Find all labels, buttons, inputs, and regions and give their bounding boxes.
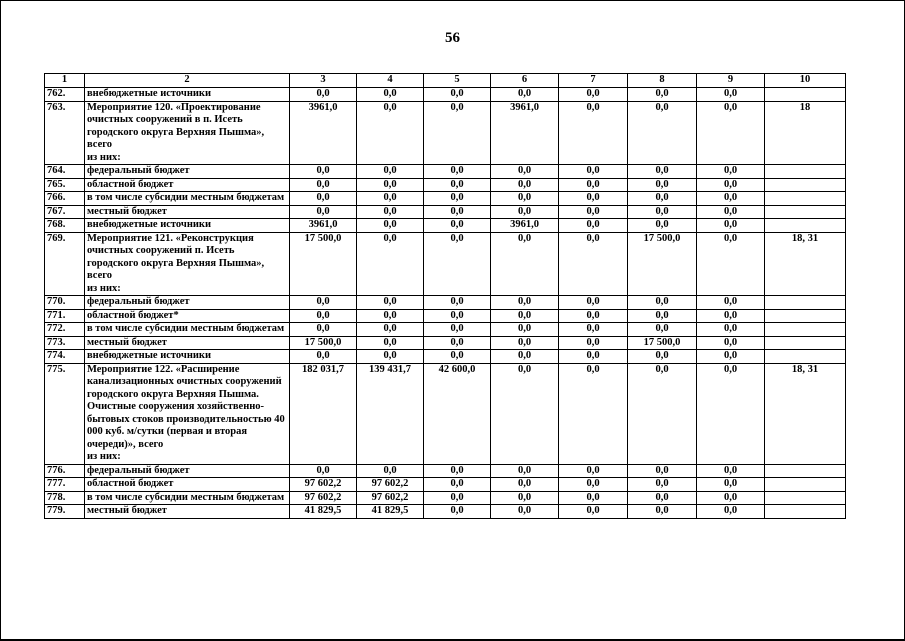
- column-header: 6: [491, 74, 559, 88]
- table-row: [45, 192, 846, 206]
- column-header: 5: [424, 74, 491, 88]
- value-cell: 0,0: [491, 505, 559, 519]
- value-cell: 0,0: [424, 350, 491, 364]
- table-row: [45, 309, 846, 323]
- value-cell: 0,0: [628, 491, 697, 505]
- table-row: [45, 219, 846, 233]
- row-description: местный бюджет: [85, 505, 290, 519]
- value-cell: 0,0: [424, 219, 491, 233]
- value-cell: 0,0: [559, 363, 628, 464]
- value-cell: 0,0: [697, 363, 765, 464]
- value-cell: 0,0: [559, 478, 628, 492]
- column-header: 1: [45, 74, 85, 88]
- table-row: [45, 178, 846, 192]
- column-header: 10: [765, 74, 846, 88]
- table-row: [45, 101, 846, 165]
- value-cell: 0,0: [628, 478, 697, 492]
- value-cell: 0,0: [559, 309, 628, 323]
- target-indicator-cell: [765, 491, 846, 505]
- value-cell: 0,0: [491, 232, 559, 296]
- value-cell: 0,0: [628, 165, 697, 179]
- value-cell: 0,0: [357, 165, 424, 179]
- value-cell: 0,0: [559, 336, 628, 350]
- target-indicator-cell: [765, 309, 846, 323]
- table-row: [45, 491, 846, 505]
- value-cell: 3961,0: [290, 101, 357, 165]
- value-cell: 41 829,5: [357, 505, 424, 519]
- row-number: 766.: [45, 192, 85, 206]
- value-cell: 0,0: [424, 165, 491, 179]
- value-cell: 0,0: [424, 336, 491, 350]
- value-cell: 17 500,0: [628, 336, 697, 350]
- value-cell: 0,0: [628, 464, 697, 478]
- row-description: областной бюджет: [85, 478, 290, 492]
- header-row: [45, 74, 846, 88]
- target-indicator-cell: 18, 31: [765, 232, 846, 296]
- value-cell: 0,0: [697, 219, 765, 233]
- value-cell: 0,0: [424, 101, 491, 165]
- value-cell: 0,0: [697, 165, 765, 179]
- value-cell: 0,0: [491, 491, 559, 505]
- value-cell: 0,0: [628, 505, 697, 519]
- table-row: [45, 478, 846, 492]
- row-number: 776.: [45, 464, 85, 478]
- value-cell: 0,0: [357, 296, 424, 310]
- value-cell: 3961,0: [491, 219, 559, 233]
- target-indicator-cell: [765, 323, 846, 337]
- row-number: 774.: [45, 350, 85, 364]
- table-row: [45, 232, 846, 296]
- value-cell: 0,0: [697, 101, 765, 165]
- value-cell: 0,0: [290, 165, 357, 179]
- value-cell: 0,0: [290, 296, 357, 310]
- row-number: 775.: [45, 363, 85, 464]
- row-number: 777.: [45, 478, 85, 492]
- value-cell: 0,0: [357, 323, 424, 337]
- value-cell: 0,0: [424, 296, 491, 310]
- value-cell: 0,0: [357, 464, 424, 478]
- row-number: 778.: [45, 491, 85, 505]
- value-cell: 0,0: [559, 178, 628, 192]
- value-cell: 0,0: [357, 309, 424, 323]
- target-indicator-cell: 18: [765, 101, 846, 165]
- value-cell: 182 031,7: [290, 363, 357, 464]
- target-indicator-cell: [765, 478, 846, 492]
- value-cell: 0,0: [491, 336, 559, 350]
- value-cell: 0,0: [424, 464, 491, 478]
- table-row: [45, 296, 846, 310]
- value-cell: 0,0: [424, 205, 491, 219]
- value-cell: 0,0: [424, 505, 491, 519]
- table-row: [45, 350, 846, 364]
- value-cell: 0,0: [491, 205, 559, 219]
- value-cell: 0,0: [290, 309, 357, 323]
- row-description: внебюджетные источники: [85, 88, 290, 102]
- value-cell: 0,0: [697, 296, 765, 310]
- column-header: 4: [357, 74, 424, 88]
- value-cell: 17 500,0: [628, 232, 697, 296]
- table-row: [45, 205, 846, 219]
- value-cell: 0,0: [491, 350, 559, 364]
- value-cell: 17 500,0: [290, 336, 357, 350]
- value-cell: 0,0: [491, 363, 559, 464]
- row-number: 773.: [45, 336, 85, 350]
- value-cell: 97 602,2: [290, 491, 357, 505]
- value-cell: 0,0: [290, 464, 357, 478]
- row-number: 767.: [45, 205, 85, 219]
- value-cell: 0,0: [628, 296, 697, 310]
- value-cell: 3961,0: [290, 219, 357, 233]
- row-description: федеральный бюджет: [85, 296, 290, 310]
- value-cell: 0,0: [628, 309, 697, 323]
- value-cell: 0,0: [357, 88, 424, 102]
- row-description: Мероприятие 121. «Реконструкция очистных сооружений п. Исеть городского округа Верхняя Пышма», всего из них:: [85, 232, 290, 296]
- row-description: федеральный бюджет: [85, 464, 290, 478]
- column-header: 8: [628, 74, 697, 88]
- value-cell: 0,0: [491, 464, 559, 478]
- row-number: 772.: [45, 323, 85, 337]
- value-cell: 0,0: [559, 505, 628, 519]
- target-indicator-cell: [765, 192, 846, 206]
- value-cell: 0,0: [491, 165, 559, 179]
- value-cell: 0,0: [357, 336, 424, 350]
- row-number: 768.: [45, 219, 85, 233]
- row-number: 770.: [45, 296, 85, 310]
- value-cell: 0,0: [628, 205, 697, 219]
- row-number: 763.: [45, 101, 85, 165]
- value-cell: 0,0: [424, 309, 491, 323]
- page-number: 56: [445, 30, 460, 46]
- value-cell: 0,0: [357, 232, 424, 296]
- value-cell: 0,0: [628, 323, 697, 337]
- value-cell: 0,0: [290, 178, 357, 192]
- value-cell: 97 602,2: [290, 478, 357, 492]
- value-cell: 0,0: [290, 323, 357, 337]
- value-cell: 0,0: [628, 219, 697, 233]
- row-description: местный бюджет: [85, 205, 290, 219]
- table-body: [45, 88, 846, 519]
- value-cell: 0,0: [559, 192, 628, 206]
- value-cell: 0,0: [491, 88, 559, 102]
- value-cell: 0,0: [290, 192, 357, 206]
- value-cell: 0,0: [424, 192, 491, 206]
- budget-table: [44, 73, 846, 519]
- value-cell: 0,0: [491, 192, 559, 206]
- value-cell: 0,0: [697, 478, 765, 492]
- value-cell: 0,0: [357, 101, 424, 165]
- value-cell: 3961,0: [491, 101, 559, 165]
- value-cell: 0,0: [357, 205, 424, 219]
- value-cell: 0,0: [491, 323, 559, 337]
- column-header: 2: [85, 74, 290, 88]
- value-cell: 17 500,0: [290, 232, 357, 296]
- value-cell: 0,0: [697, 491, 765, 505]
- value-cell: 0,0: [357, 350, 424, 364]
- row-number: 762.: [45, 88, 85, 102]
- value-cell: 0,0: [697, 464, 765, 478]
- value-cell: 139 431,7: [357, 363, 424, 464]
- value-cell: 42 600,0: [424, 363, 491, 464]
- table-row: [45, 505, 846, 519]
- row-description: местный бюджет: [85, 336, 290, 350]
- value-cell: 0,0: [559, 88, 628, 102]
- value-cell: 41 829,5: [290, 505, 357, 519]
- value-cell: 0,0: [424, 478, 491, 492]
- value-cell: 0,0: [357, 219, 424, 233]
- value-cell: 0,0: [357, 178, 424, 192]
- value-cell: 0,0: [559, 296, 628, 310]
- value-cell: 0,0: [559, 165, 628, 179]
- table-row: [45, 88, 846, 102]
- table-row: [45, 363, 846, 464]
- row-description: Мероприятие 122. «Расширение канализационных очистных сооружений городского округа Верхняя Пышма. Очистные сооружения хозяйственно-бытовых стоков производительностью 40 000 куб. м/сутки (первая и вторая очереди)», всего из них:: [85, 363, 290, 464]
- value-cell: 0,0: [559, 464, 628, 478]
- value-cell: 0,0: [697, 309, 765, 323]
- row-number: 765.: [45, 178, 85, 192]
- target-indicator-cell: [765, 205, 846, 219]
- target-indicator-cell: [765, 219, 846, 233]
- value-cell: 0,0: [424, 323, 491, 337]
- column-header: 9: [697, 74, 765, 88]
- value-cell: 0,0: [628, 363, 697, 464]
- value-cell: 0,0: [628, 178, 697, 192]
- row-description: федеральный бюджет: [85, 165, 290, 179]
- value-cell: 0,0: [491, 478, 559, 492]
- target-indicator-cell: [765, 88, 846, 102]
- target-indicator-cell: [765, 165, 846, 179]
- row-number: 764.: [45, 165, 85, 179]
- value-cell: 97 602,2: [357, 478, 424, 492]
- value-cell: 0,0: [290, 350, 357, 364]
- row-number: 771.: [45, 309, 85, 323]
- table-row: [45, 464, 846, 478]
- table-row: [45, 165, 846, 179]
- value-cell: 0,0: [424, 491, 491, 505]
- value-cell: 0,0: [628, 350, 697, 364]
- value-cell: 0,0: [559, 101, 628, 165]
- row-description: в том числе субсидии местным бюджетам: [85, 192, 290, 206]
- value-cell: 0,0: [697, 350, 765, 364]
- target-indicator-cell: [765, 296, 846, 310]
- value-cell: 0,0: [424, 178, 491, 192]
- target-indicator-cell: [765, 336, 846, 350]
- value-cell: 0,0: [697, 192, 765, 206]
- value-cell: 0,0: [559, 219, 628, 233]
- value-cell: 0,0: [697, 178, 765, 192]
- value-cell: 0,0: [424, 232, 491, 296]
- target-indicator-cell: [765, 350, 846, 364]
- target-indicator-cell: [765, 178, 846, 192]
- target-indicator-cell: [765, 505, 846, 519]
- value-cell: 0,0: [628, 192, 697, 206]
- value-cell: 0,0: [697, 88, 765, 102]
- row-description: областной бюджет*: [85, 309, 290, 323]
- value-cell: 0,0: [559, 350, 628, 364]
- column-header: 7: [559, 74, 628, 88]
- row-description: в том числе субсидии местным бюджетам: [85, 323, 290, 337]
- table-row: [45, 336, 846, 350]
- value-cell: 0,0: [697, 505, 765, 519]
- row-description: областной бюджет: [85, 178, 290, 192]
- row-description: внебюджетные источники: [85, 219, 290, 233]
- column-header: 3: [290, 74, 357, 88]
- value-cell: 0,0: [424, 88, 491, 102]
- value-cell: 0,0: [628, 88, 697, 102]
- value-cell: 0,0: [559, 232, 628, 296]
- value-cell: 0,0: [697, 205, 765, 219]
- value-cell: 0,0: [491, 178, 559, 192]
- value-cell: 0,0: [697, 232, 765, 296]
- target-indicator-cell: [765, 464, 846, 478]
- row-number: 779.: [45, 505, 85, 519]
- value-cell: 0,0: [559, 491, 628, 505]
- value-cell: 97 602,2: [357, 491, 424, 505]
- row-description: в том числе субсидии местным бюджетам: [85, 491, 290, 505]
- target-indicator-cell: 18, 31: [765, 363, 846, 464]
- row-description: внебюджетные источники: [85, 350, 290, 364]
- row-description: Мероприятие 120. «Проектирование очистных сооружений в п. Исеть городского округа Верхняя Пышма», всего из них:: [85, 101, 290, 165]
- value-cell: 0,0: [697, 336, 765, 350]
- row-number: 769.: [45, 232, 85, 296]
- value-cell: 0,0: [697, 323, 765, 337]
- value-cell: 0,0: [559, 205, 628, 219]
- value-cell: 0,0: [559, 323, 628, 337]
- value-cell: 0,0: [491, 309, 559, 323]
- value-cell: 0,0: [491, 296, 559, 310]
- value-cell: 0,0: [628, 101, 697, 165]
- value-cell: 0,0: [290, 205, 357, 219]
- table-row: [45, 323, 846, 337]
- value-cell: 0,0: [290, 88, 357, 102]
- value-cell: 0,0: [357, 192, 424, 206]
